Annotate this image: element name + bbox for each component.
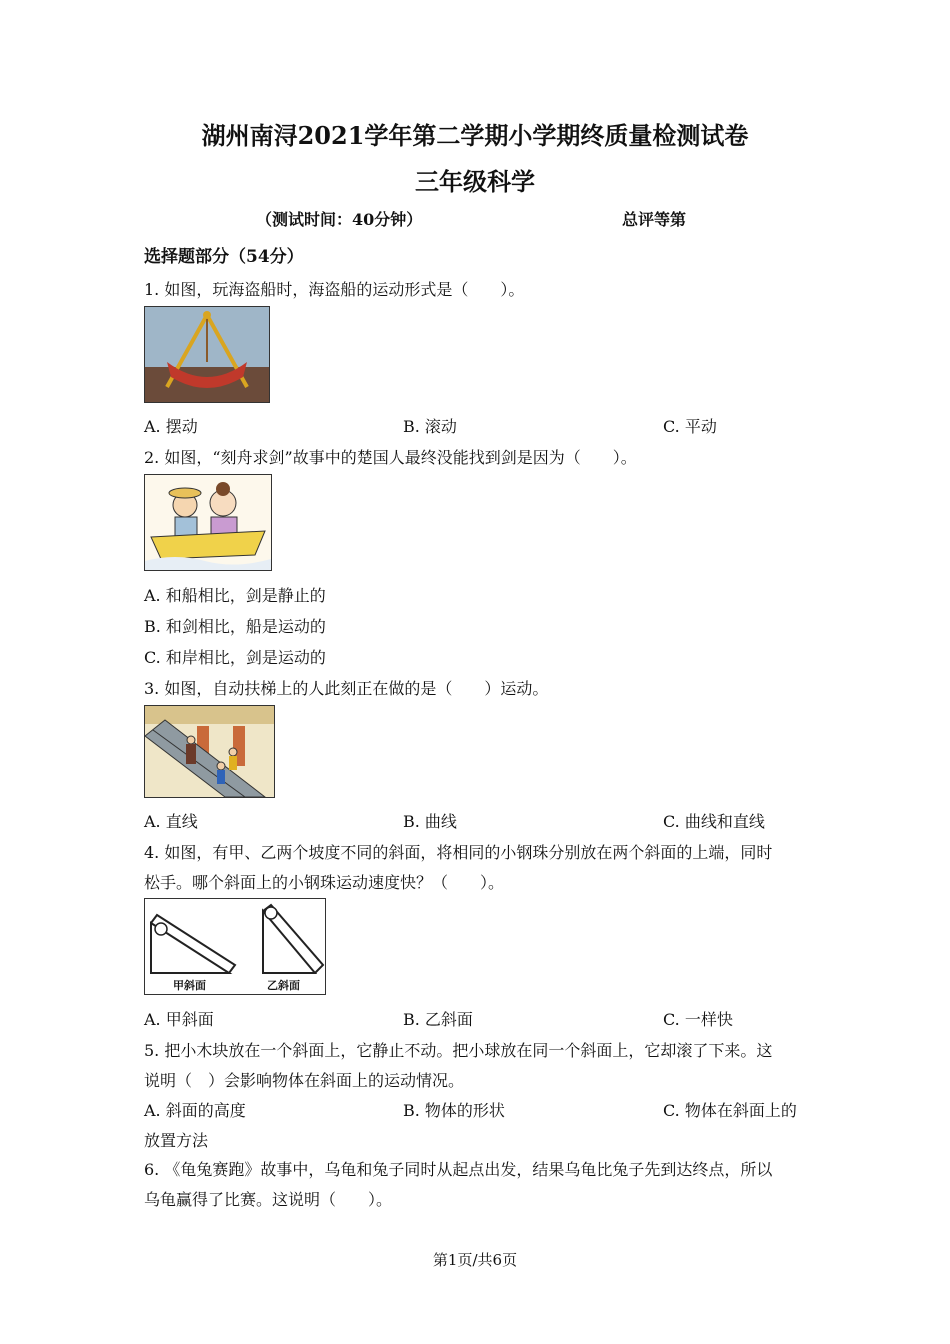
q5-option-b: B. 物体的形状 — [403, 1101, 505, 1120]
q2-option-a: A. 和船相比，剑是静止的 — [144, 586, 326, 605]
q3-option-b: B. 曲线 — [403, 812, 457, 831]
slopes-image — [144, 898, 326, 995]
question-1-text: 1. 如图，玩海盗船时，海盗船的运动形式是（ ）。 — [144, 280, 525, 299]
question-3-text: 3. 如图，自动扶梯上的人此刻正在做的是（ ）运动。 — [144, 679, 549, 698]
question-5-text-line-2: 说明（ ）会影响物体在斜面上的运动情况。 — [144, 1071, 465, 1090]
time-note: （测试时间：40分钟） — [256, 210, 423, 229]
question-4-text-line-1: 4. 如图，有甲、乙两个坡度不同的斜面，将相同的小钢珠分别放在两个斜面的上端，同时 — [144, 843, 773, 862]
grade-note: 总评等第 — [622, 210, 687, 229]
question-6-text-line-1: 6. 《龟兔赛跑》故事中，乌龟和兔子同时从起点出发，结果乌龟比兔子先到达终点，所以 — [144, 1160, 773, 1179]
question-5-text-line-1: 5. 把小木块放在一个斜面上，它静止不动。把小球放在同一个斜面上，它却滚了下来。这 — [144, 1041, 773, 1060]
q5-option-a: A. 斜面的高度 — [144, 1101, 246, 1120]
escalator-image — [144, 705, 275, 798]
question-4-text-line-2: 松手。哪个斜面上的小钢珠运动速度快？（ ）。 — [144, 873, 505, 892]
q5-option-c: C. 物体在斜面上的 — [663, 1101, 797, 1120]
q3-option-c: C. 曲线和直线 — [663, 812, 765, 831]
exam-title: 湖州南浔2021学年第二学期小学期终质量检测试卷 — [201, 121, 749, 150]
q1-option-b: B. 滚动 — [403, 417, 457, 436]
slope-label-yi: 乙斜面 — [267, 979, 300, 992]
q1-option-c: C. 平动 — [663, 417, 717, 436]
question-2-text: 2. 如图，“刻舟求剑”故事中的楚国人最终没能找到剑是因为（ ）。 — [144, 448, 637, 467]
q4-option-a: A. 甲斜面 — [144, 1010, 214, 1029]
question-6-text-line-2: 乌龟赢得了比赛。这说明（ ）。 — [144, 1190, 393, 1209]
boat-sword-image — [144, 474, 272, 571]
section-heading: 选择题部分（54分） — [144, 247, 304, 267]
exam-subtitle: 三年级科学 — [415, 167, 535, 196]
page-footer: 第1页/共6页 — [432, 1251, 518, 1269]
q1-option-a: A. 摆动 — [144, 417, 198, 436]
slope-label-jia: 甲斜面 — [173, 979, 206, 992]
q2-option-b: B. 和剑相比，船是运动的 — [144, 617, 326, 636]
q2-option-c: C. 和岸相比，剑是运动的 — [144, 648, 326, 667]
pirate-ship-image — [144, 306, 270, 403]
q4-option-b: B. 乙斜面 — [403, 1010, 473, 1029]
q5-option-c-continued: 放置方法 — [144, 1131, 209, 1150]
q4-option-c: C. 一样快 — [663, 1010, 733, 1029]
q3-option-a: A. 直线 — [144, 812, 198, 831]
